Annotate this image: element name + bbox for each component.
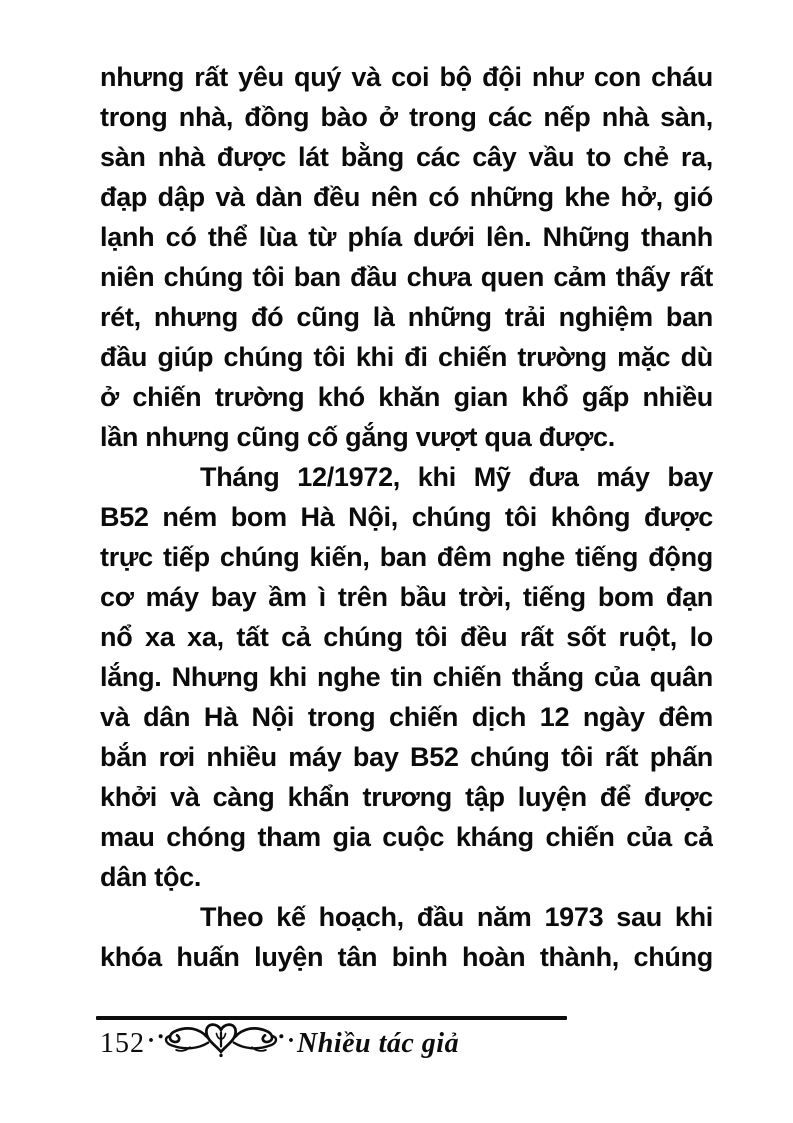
text-line: lạnh có thể lùa từ phía dưới lên. Những thanh xyxy=(100,222,713,252)
text-line: ở chiến trường khó khăn gian khổ gấp nhiều xyxy=(100,382,713,412)
text-line: sàn nhà được lát bằng các cây vầu to chẻ ra, xyxy=(100,142,713,172)
text-line: đạp dập và dàn đều nên có những khe hở, gió xyxy=(100,182,713,212)
text-line: trong nhà, đồng bào ở trong các nếp nhà sàn, xyxy=(100,102,713,132)
text-line: nhưng rất yêu quý và coi bộ đội như con cháu xyxy=(100,62,713,92)
text-line: và dân Hà Nội trong chiến dịch 12 ngày đêm xyxy=(100,702,713,732)
text-line: khóa huấn luyện tân binh hoàn thành, chúng xyxy=(100,942,713,972)
text-line: mau chóng tham gia cuộc kháng chiến của cả xyxy=(100,822,713,852)
text-line: lần nhưng cũng cố gắng vượt qua được. xyxy=(100,422,615,452)
text-line: B52 ném bom Hà Nội, chúng tôi không được xyxy=(100,502,713,532)
text-line: bắn rơi nhiều máy bay B52 chúng tôi rất phấn xyxy=(100,742,713,772)
book-credit: Nhiều tác giả xyxy=(297,1028,460,1059)
text-line: khởi và càng khẩn trương tập luyện để được xyxy=(100,782,713,812)
floral-flourish-ornament xyxy=(157,1017,285,1061)
text-line: Tháng 12/1972, khi Mỹ đưa máy bay xyxy=(200,462,713,492)
text-line: Theo kế hoạch, đầu năm 1973 sau khi xyxy=(200,902,713,932)
text-line: trực tiếp chúng kiến, ban đêm nghe tiếng động xyxy=(100,542,713,572)
paragraph xyxy=(100,57,713,457)
text-line: dân tộc. xyxy=(100,862,202,892)
text-line: đầu giúp chúng tôi khi đi chiến trường mặc dù xyxy=(100,342,713,372)
body-text xyxy=(100,57,713,977)
text-line: lắng. Nhưng khi nghe tin chiến thắng của quân xyxy=(100,662,713,692)
paragraph xyxy=(100,897,713,977)
text-line: rét, nhưng đó cũng là những trải nghiệm ban xyxy=(100,302,713,332)
text-line: nổ xa xa, tất cả chúng tôi đều rất sốt ruột, lo xyxy=(100,622,713,652)
footer-dot: · xyxy=(287,1027,296,1054)
page-number: 152 xyxy=(100,1028,145,1059)
text-line: niên chúng tôi ban đầu chưa quen cảm thấy rất xyxy=(100,262,713,292)
text-line: cơ máy bay ầm ì trên bầu trời, tiếng bom đạn xyxy=(100,582,713,612)
paragraph xyxy=(100,457,713,897)
footer-dot: · xyxy=(147,1027,156,1054)
page-footer xyxy=(100,1022,459,1066)
